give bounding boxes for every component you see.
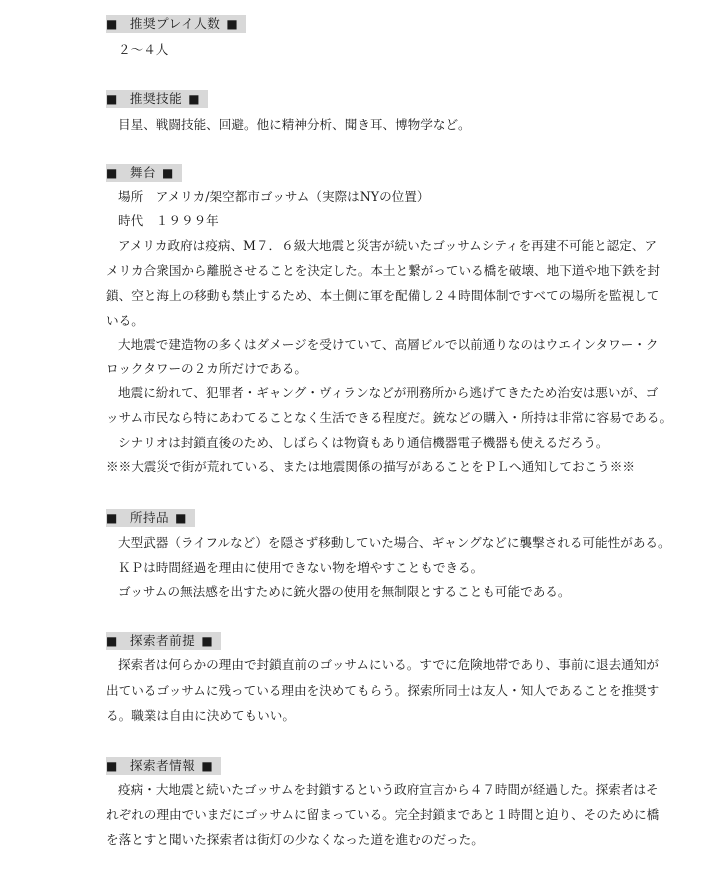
section-heading-skills (106, 90, 208, 108)
section-title: 探索者前提 (129, 633, 196, 648)
heading-marker: ■ (106, 759, 118, 773)
body-line: 地震に紛れて、犯罪者・ギャング・ヴィランなどが刑務所から逃げてきたため治安は悪いが、ゴ (118, 385, 659, 400)
section-heading-players (106, 15, 246, 33)
section-title: 舞台 (129, 165, 157, 180)
body-line: 出ているゴッサムに残っている理由を決めてもらう。探索所同士は友人・知人であることを推奨す (106, 683, 660, 698)
heading-marker: ■ (162, 166, 174, 180)
body-line: 場所 アメリカ/架空都市ゴッサム（実際はNYの位置） (118, 189, 430, 204)
section-heading-items (106, 509, 195, 527)
body-line: ゴッサムの無法感を出すために銃火器の使用を無制限とすることも可能である。 (118, 584, 571, 599)
body-line: アメリカ政府は疫病、M７．６級大地震と災害が続いたゴッサムシティを再建不可能と認定、ア (118, 238, 658, 253)
body-line: 時代 １９９９年 (118, 213, 219, 228)
section-heading-stage (106, 164, 182, 182)
heading-marker: ■ (106, 511, 118, 525)
body-line: 探索者は何らかの理由で封鎖直前のゴッサムにいる。すでに危険地帯であり、事前に退去通知が (118, 657, 660, 672)
body-line: 鎖、空と海上の移動も禁止するため、本土側に軍を配備し２４時間体制ですべての場所を監視して (106, 288, 660, 303)
heading-marker: ■ (201, 759, 214, 773)
heading-marker: ■ (106, 92, 118, 106)
body-line: ２〜４人 (118, 42, 169, 57)
section-title: 推奨技能 (129, 91, 183, 106)
heading-marker: ■ (226, 17, 239, 31)
heading-marker: ■ (106, 634, 118, 648)
section-heading-premise (106, 632, 221, 650)
heading-marker: ■ (201, 634, 214, 648)
body-line: 目星、戦闘技能、回避。他に精神分析、聞き耳、博物学など。 (118, 117, 471, 132)
body-line: を落とすと聞いた探索者は街灯の少なくなった道を進むのだった。 (106, 832, 484, 847)
body-line: る。職業は自由に決めてもいい。 (106, 708, 295, 723)
section-heading-info (106, 757, 221, 775)
body-line: ロックタワーの２カ所だけである。 (106, 361, 307, 376)
body-line: メリカ合衆国から離脱させることを決定した。本土と繋がっている橋を破壊、地下道や地下鉄を封 (106, 263, 660, 278)
section-title: 所持品 (129, 510, 170, 525)
heading-marker: ■ (188, 92, 201, 106)
section-title: 探索者情報 (129, 758, 196, 773)
body-line: 疫病・大地震と続いたゴッサムを封鎖するという政府宣言から４７時間が経過した。探索者はそ (118, 782, 659, 797)
body-line: シナリオは封鎖直後のため、しばらくは物資もあり通信機器電子機器も使えるだろう。 (118, 435, 609, 450)
heading-marker: ■ (106, 17, 118, 31)
body-line: 大型武器（ライフルなど）を隠さず移動していた場合、ギャングなどに襲撃される可能性がある。 (118, 535, 671, 550)
heading-marker: ■ (175, 511, 187, 525)
body-line: 大地震で建造物の多くはダメージを受けていて、高層ビルで以前通りなのはウエインタワー・ク (118, 337, 659, 352)
notice-line: ※※大震災で街が荒れている、または地震関係の描写があることをＰＬへ通知しておこう※※ (106, 459, 635, 474)
section-title: 推奨プレイ人数 (129, 16, 221, 31)
body-line: ＫＰは時間経過を理由に使用できない物を増やすこともできる。 (118, 560, 484, 575)
body-line: れぞれの理由でいまだにゴッサムに留まっている。完全封鎖まであと１時間と迫り、そのために橋 (106, 807, 660, 822)
heading-marker: ■ (106, 166, 118, 180)
body-line: いる。 (106, 313, 144, 328)
body-line: ッサム市民なら特にあわてることなく生活できる程度だ。銃などの購入・所持は非常に容易である。 (106, 410, 673, 425)
